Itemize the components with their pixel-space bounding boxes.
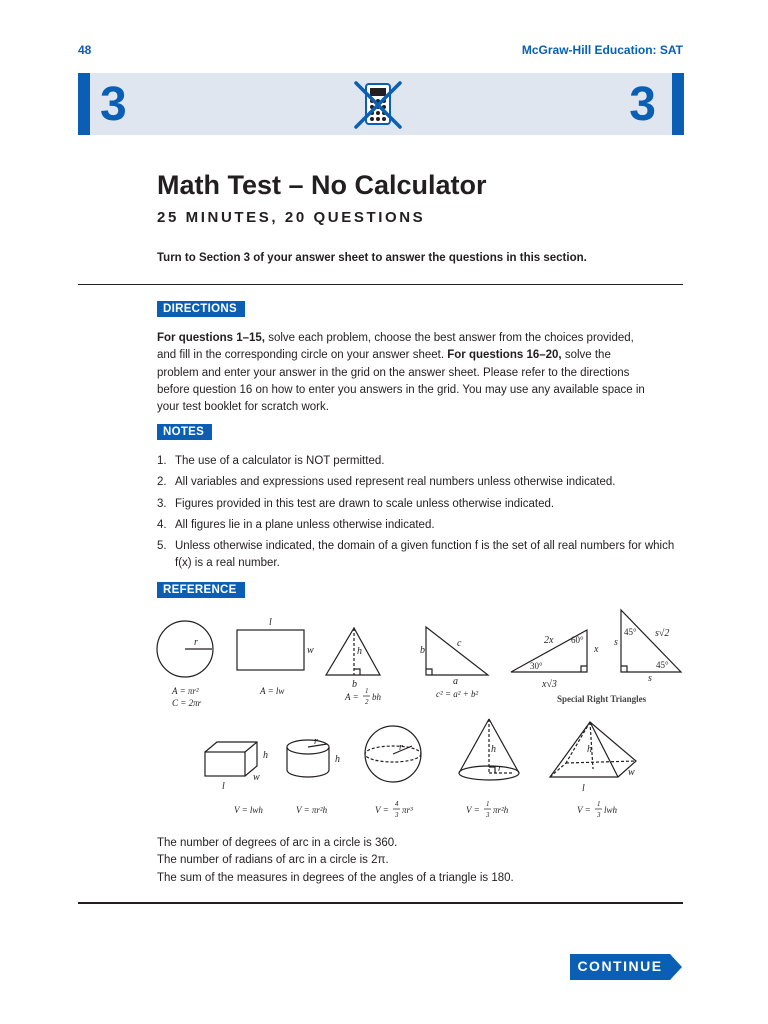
circle-circumference-formula: C = 2πr [172,698,202,708]
note-number: 4. [157,518,167,531]
triangle-formula-num: 1 [365,687,369,695]
cylinder-formula: V = πr²h [296,805,328,815]
pyramid-formula-post: lwh [604,805,618,815]
fact-line: The number of radians of arc in a circle is 2π. [157,854,389,867]
note-item [157,517,677,534]
notes-list [157,453,677,577]
box-formula: V = lwh [234,805,263,815]
directions-text [157,330,647,416]
pyramid-l-label: l [582,783,585,794]
pyramid-formula-den: 3 [597,811,601,819]
cone-formula-den: 3 [486,811,490,819]
pyramid-formula-pre: V = [577,805,591,815]
cone-figure [459,719,519,780]
notes-tag: NOTES [157,424,212,440]
reference-figures [150,605,690,830]
sphere-r-label: r [399,742,403,753]
special-30-leg: x [594,644,599,655]
note-text: All figures lie in a plane unless otherwise indicated. [175,518,435,531]
cone-formula-num: 1 [486,800,490,808]
note-number: 1. [157,455,167,467]
pyramid-h-label: h [587,744,592,755]
directions-bold-2: For questions 16–20, [447,349,562,362]
section-number-right: 3 [629,78,656,131]
intro-instruction: Turn to Section 3 of your answer sheet to answer the questions in this section. [157,252,587,264]
special-30-hyp: 2x [544,635,554,646]
directions-tag: DIRECTIONS [157,301,245,317]
pythagorean-formula: c² = a² + b² [436,689,479,699]
pyramid-w-label: w [628,767,635,778]
triangle-formula-pre: A = [345,692,359,702]
note-text: The use of a calculator is NOT permitted. [175,455,385,467]
special-30-base: x√3 [542,679,557,690]
right-c-label: c [457,638,462,649]
publisher-label: McGraw-Hill Education: SAT [521,43,683,57]
special-45-hyp: s√2 [655,628,670,639]
cone-r-label: r [498,763,502,774]
special-45-top-angle: 45° [624,627,637,637]
note-number: 2. [157,476,167,489]
reference-facts [157,835,514,887]
note-item [157,538,677,573]
right-a-label: a [453,676,458,687]
note-text: All variables and expressions used represent real numbers unless otherwise indicated. [175,476,616,489]
directions-text-2: solve the problem and enter your answer in the grid on the answer sheet. Please refer to the directions before question 16 on how to enter you answers in the grid. You may use any available space in your test booklet for scratch work. [157,349,645,414]
note-text: Figures provided in this test are drawn to scale unless otherwise indicated. [175,497,555,510]
right-triangle-figure [426,627,488,675]
special-45-base: s [648,673,652,684]
rectangle-figure [237,630,304,670]
triangle-formula-post: bh [372,692,381,702]
section-band-left-bar [78,73,90,135]
pyramid-formula-num: 1 [597,800,601,808]
rect-formula: A = lw [260,686,285,696]
continue-button[interactable] [570,954,682,980]
fact-line: The sum of the measures in degrees of the angles of a triangle is 180. [157,871,514,884]
sphere-figure [365,726,421,782]
note-item [157,496,677,513]
section-number-left: 3 [100,78,127,131]
rect-w-label: w [307,645,314,656]
note-item [157,453,677,470]
sphere-formula-den: 3 [395,811,399,819]
triangle-figure [326,628,380,675]
cylinder-h-label: h [335,754,340,765]
triangle-45-45-90-figure [621,610,681,672]
special-45-side: s [614,637,618,648]
triangle-b-label: b [352,679,357,690]
fact-line: The number of degrees of arc in a circle is 360. [157,837,398,849]
cylinder-figure [287,740,329,777]
right-b-label: b [420,645,425,656]
page-title: Math Test – No Calculator [157,170,487,200]
page-number: 48 [78,43,92,57]
sphere-formula-pre: V = [375,805,389,815]
cone-formula-post: πr²h [493,805,509,815]
note-number: 5. [157,540,167,553]
box-w-label: w [253,772,260,783]
continue-label: CONTINUE [577,958,663,974]
cone-h-label: h [491,744,496,755]
circle-area-formula: A = πr² [172,686,199,696]
special-30-angle: 30° [530,661,543,671]
note-number: 3. [157,497,167,510]
top-divider [78,284,683,285]
note-item [157,474,677,491]
section-band [78,73,684,135]
box-figure [205,742,257,776]
special-triangles-caption: Special Right Triangles [557,694,647,704]
bottom-divider [78,902,683,904]
directions-text-1: solve each problem, choose the best answer from the choices provided, and fill in the corresponding circle on your answer sheet. [157,332,634,362]
no-calculator-icon [352,79,404,131]
special-45-right-angle: 45° [656,660,669,670]
sphere-formula-num: 4 [395,800,399,808]
cone-formula-pre: V = [466,805,480,815]
triangle-h-label: h [357,646,362,657]
rect-l-label: l [269,617,272,628]
note-text: Unless otherwise indicated, the domain of a given function f is the set of all real numbers for which f(x) is a real number. [175,540,675,570]
cylinder-r-label: r [314,736,318,747]
box-h-label: h [263,750,268,761]
page-subtitle: 25 MINUTES, 20 QUESTIONS [157,209,426,226]
directions-bold-1: For questions 1–15, [157,332,266,344]
reference-tag: REFERENCE [157,582,245,598]
box-l-label: l [222,781,225,792]
section-band-right-bar [672,73,684,135]
circle-r-label: r [194,637,198,648]
triangle-formula-den: 2 [365,698,369,706]
pyramid-figure [550,722,636,777]
sphere-formula-post: πr³ [402,805,413,815]
special-60-angle: 60° [571,635,584,645]
